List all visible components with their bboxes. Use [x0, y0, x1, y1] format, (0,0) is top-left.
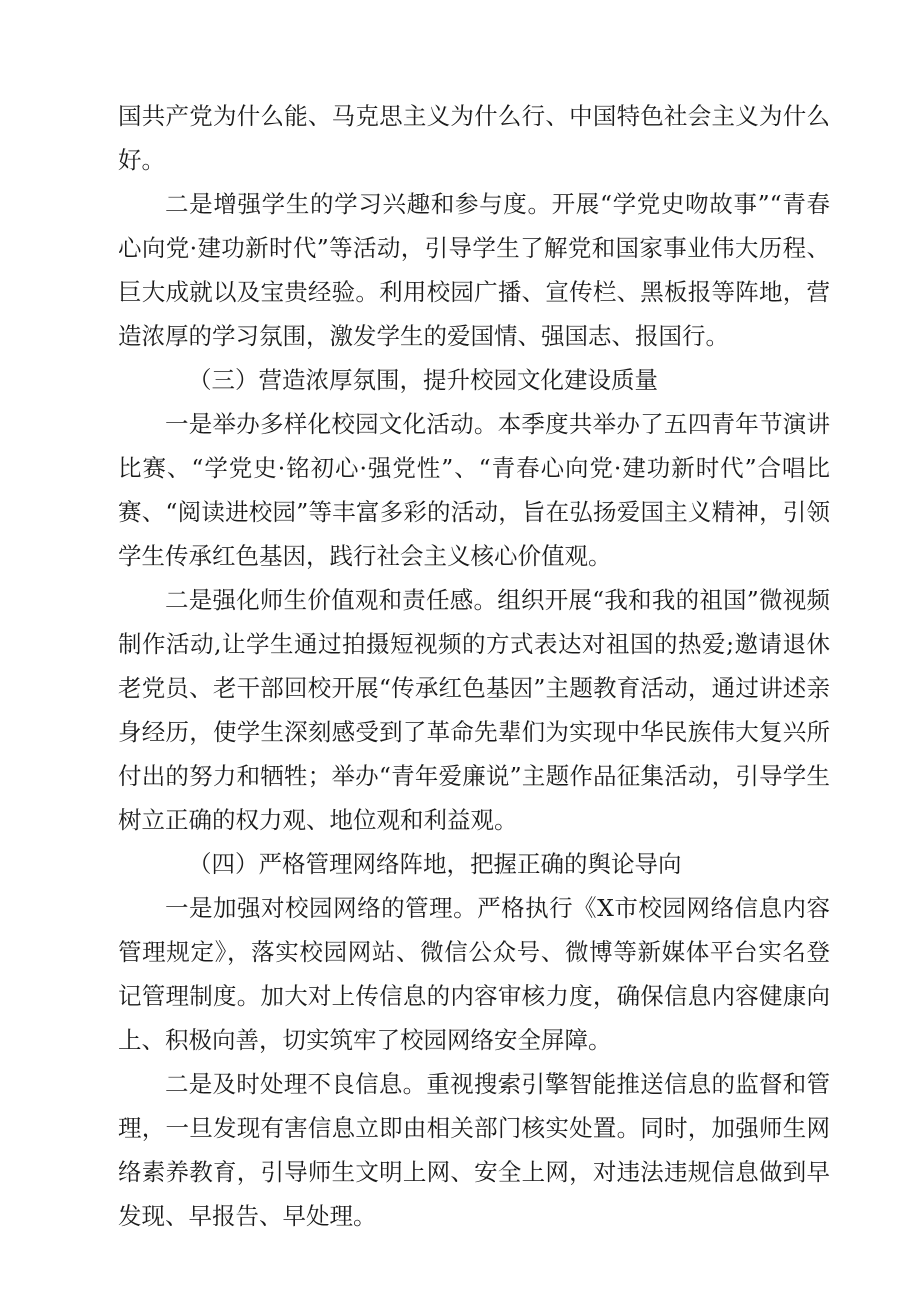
paragraph-continuation: 国共产党为什么能、马克思主义为什么行、中国特色社会主义为什么好。 [118, 102, 830, 174]
section-heading-three: （三）营造浓厚氛围，提升校园文化建设质量 [188, 366, 658, 394]
paragraph-culture-activities: 一是举办多样化校园文化活动。本季度共举办了五四青年节演讲比赛、“学党史·铭初心·强党性”、“青春心向党·建功新时代”合唱比赛、“阅读进校园”等丰富多彩的活动，旨在弘扬爱国主义精神，引领学生传承红色基因，践行社会主义核心价值观。 [118, 410, 830, 570]
section-heading-four: （四）严格管理网络阵地，把握正确的舆论导向 [188, 850, 682, 878]
document-body [118, 94, 830, 1238]
paragraph-network-management: 一是加强对校园网络的管理。严格执行《X市校园网络信息内容管理规定》，落实校园网站、微信公众号、微博等新媒体平台实名登记管理制度。加大对上传信息的内容审核力度，确保信息内容健康向上、积极向善，切实筑牢了校园网络安全屏障。 [118, 894, 830, 1054]
paragraph-harmful-info: 二是及时处理不良信息。重视搜索引擎智能推送信息的监督和管理，一旦发现有害信息立即由相关部门核实处置。同时，加强师生网络素养教育，引导师生文明上网、安全上网，对违法违规信息做到早发现、早报告、早处理。 [118, 1070, 830, 1230]
paragraph-learning-interest: 二是增强学生的学习兴趣和参与度。开展“学党史吻故事”“青春心向党·建功新时代”等活动，引导学生了解党和国家事业伟大历程、巨大成就以及宝贵经验。利用校园广播、宣传栏、黑板报等阵地，营造浓厚的学习氛围，激发学生的爱国情、强国志、报国行。 [118, 190, 830, 350]
paragraph-values-responsibility: 二是强化师生价值观和责任感。组织开展“我和我的祖国”微视频制作活动,让学生通过拍摄短视频的方式表达对祖国的热爱;邀请退休老党员、老干部回校开展“传承红色基因”主题教育活动，通过讲述亲身经历，使学生深刻感受到了革命先辈们为实现中华民族伟大复兴所付出的努力和牺牲；举办“青年爱廉说”主题作品征集活动，引导学生树立正确的权力观、地位观和利益观。 [118, 586, 830, 834]
